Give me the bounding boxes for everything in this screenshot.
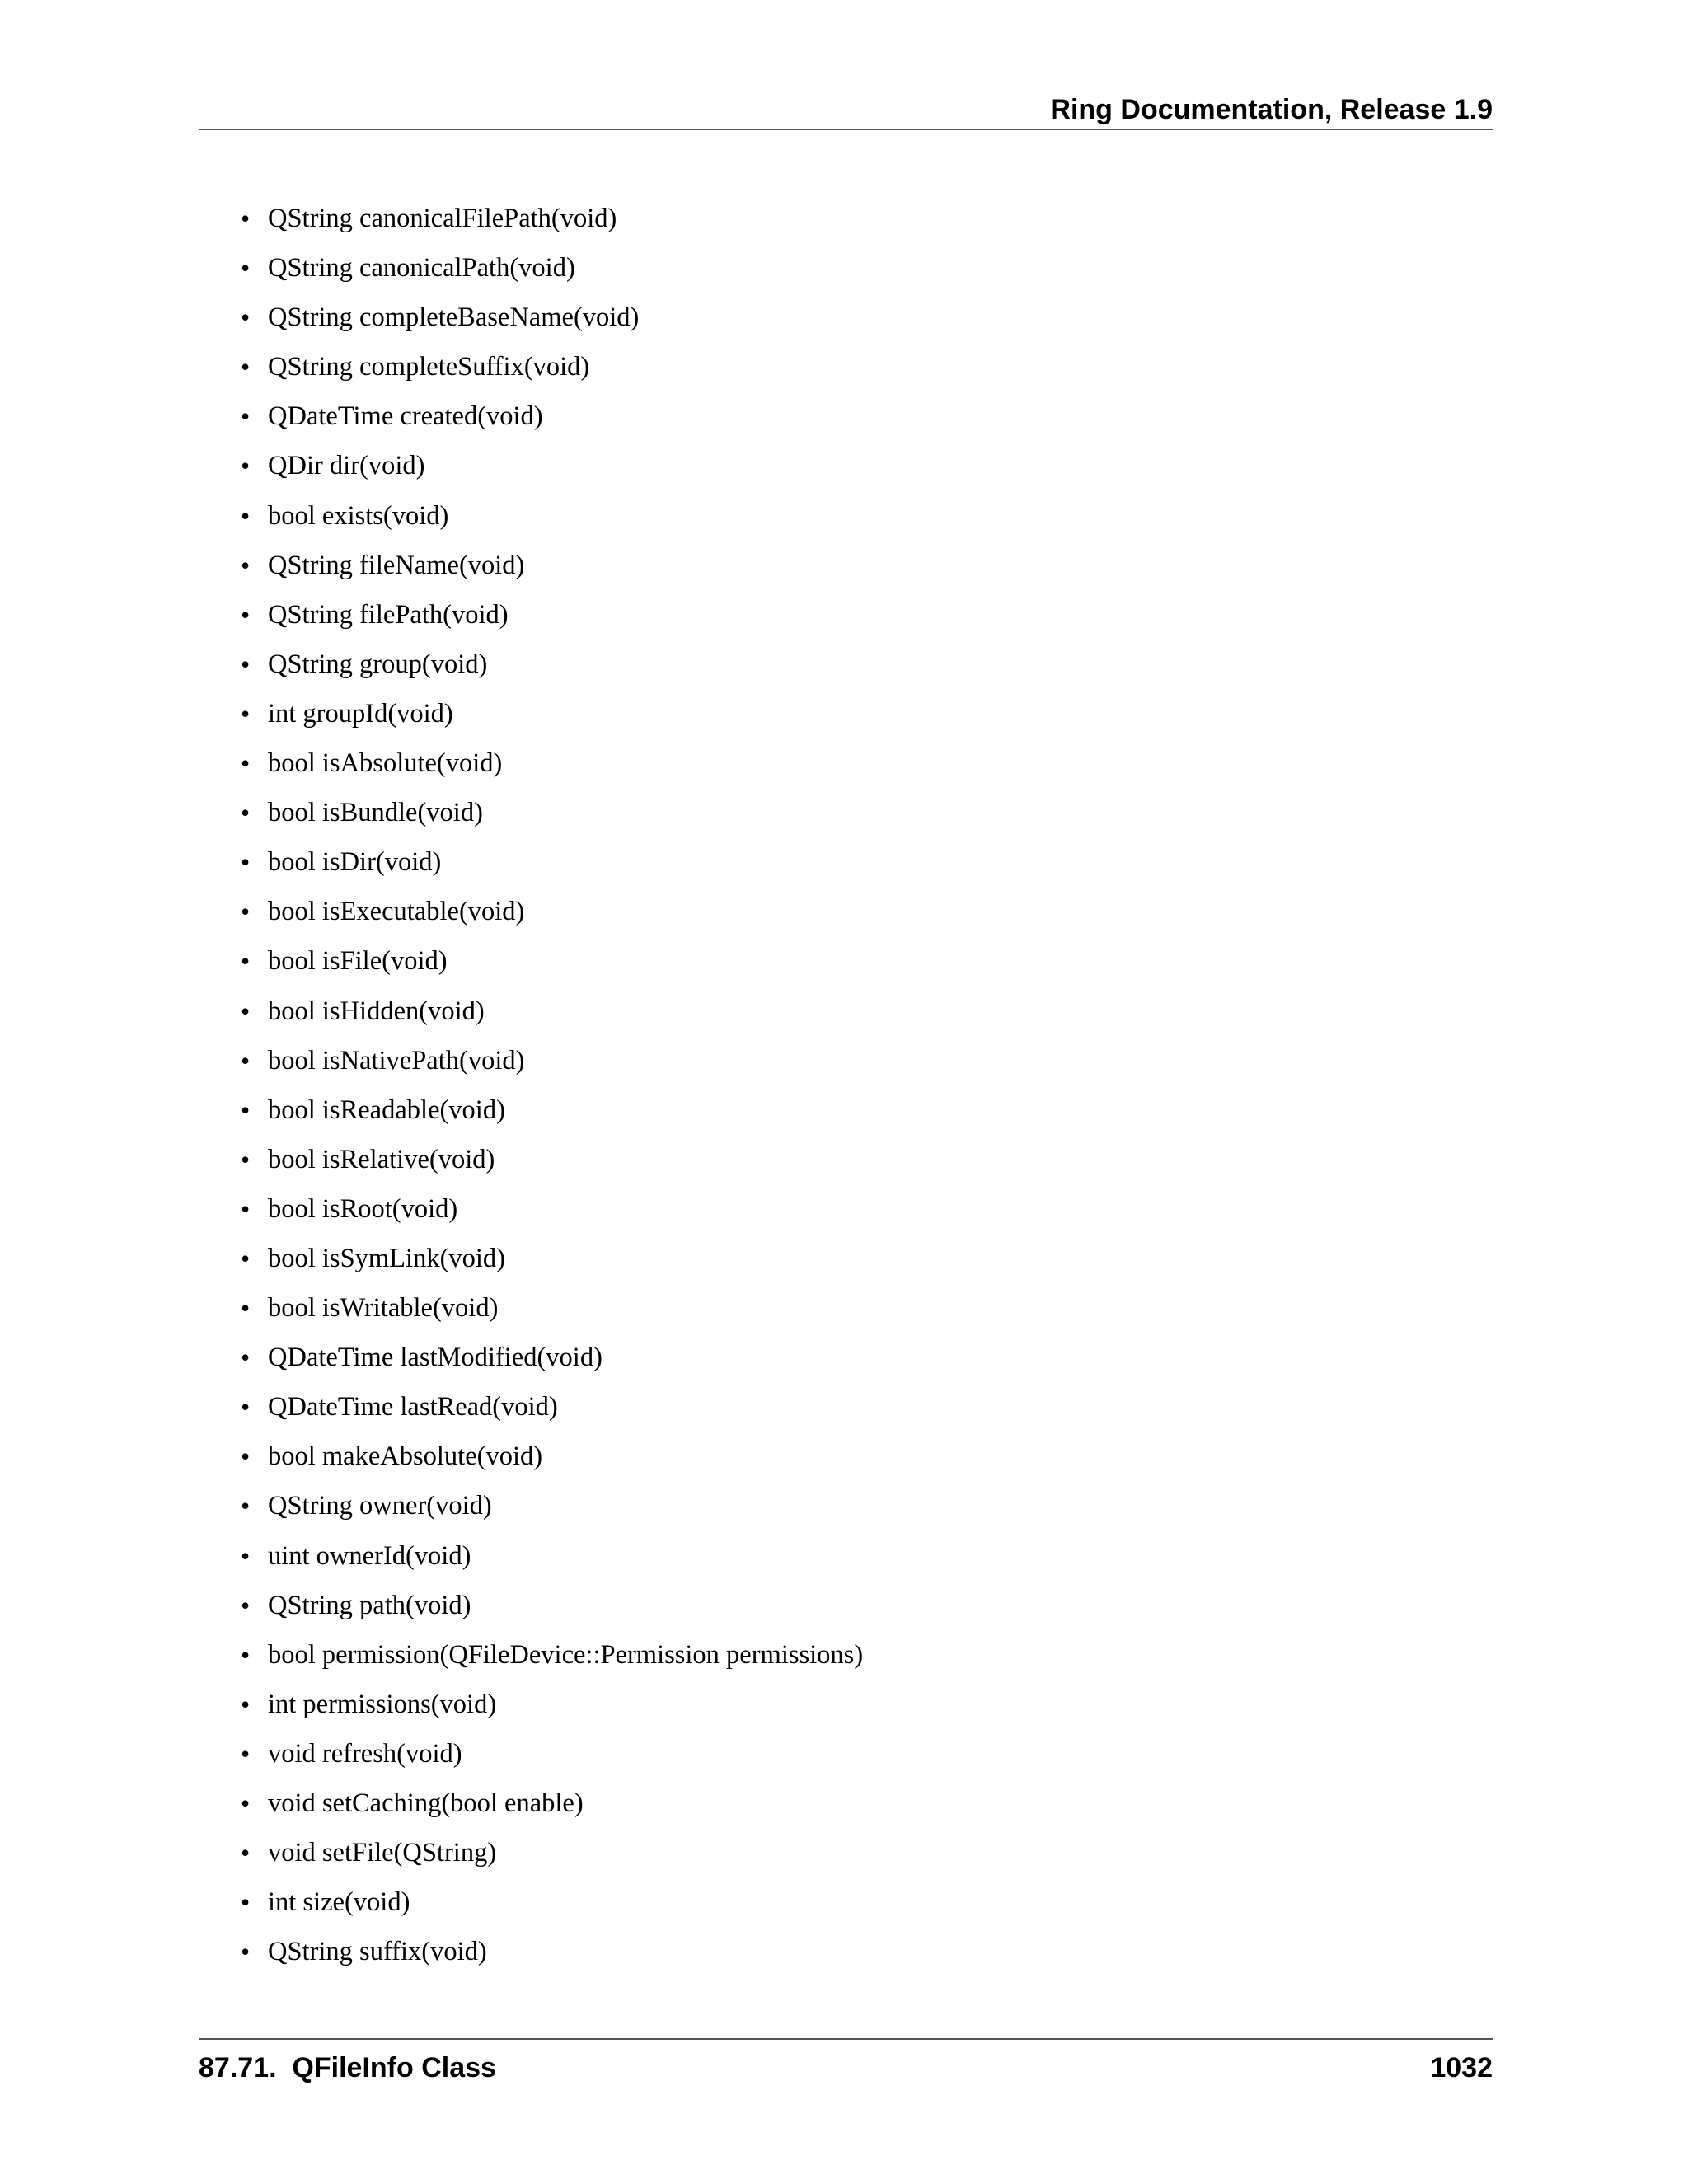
bullet-icon: • xyxy=(241,698,251,729)
method-list-item xyxy=(0,1333,863,1382)
method-signature: bool isBundle(void) xyxy=(268,798,483,828)
method-list-item xyxy=(0,293,863,342)
method-signature: bool isWritable(void) xyxy=(268,1293,499,1324)
method-list-item xyxy=(0,1481,863,1530)
method-signature: QString owner(void) xyxy=(268,1491,492,1521)
method-signature: QString canonicalPath(void) xyxy=(268,253,575,284)
method-signature: QString completeSuffix(void) xyxy=(268,352,590,382)
bullet-icon: • xyxy=(241,1639,251,1670)
bullet-icon: • xyxy=(241,302,251,333)
method-signature: void setCaching(bool enable) xyxy=(268,1788,584,1818)
bullet-icon: • xyxy=(241,1144,251,1174)
method-signature: void refresh(void) xyxy=(268,1738,462,1769)
bullet-icon: • xyxy=(241,599,251,630)
bullet-icon: • xyxy=(241,500,251,531)
method-signature: QString filePath(void) xyxy=(268,599,509,630)
method-signature: bool permission(QFileDevice::Permission permissions) xyxy=(268,1639,864,1670)
method-signature: bool isRelative(void) xyxy=(268,1144,495,1174)
method-signature: QString group(void) xyxy=(268,649,488,679)
method-list-item xyxy=(0,1135,863,1184)
bullet-icon: • xyxy=(241,1094,251,1125)
method-list-item xyxy=(0,1234,863,1283)
bullet-icon: • xyxy=(241,748,251,779)
method-signature: QString suffix(void) xyxy=(268,1937,487,1967)
method-list-item xyxy=(0,1036,863,1085)
method-signature: QDir dir(void) xyxy=(268,451,425,481)
method-list-item xyxy=(0,1382,863,1432)
method-signature: QString fileName(void) xyxy=(268,550,525,580)
method-signature: uint ownerId(void) xyxy=(268,1540,471,1571)
bullet-icon: • xyxy=(241,1738,251,1769)
method-list-item xyxy=(0,1680,863,1729)
method-list-item xyxy=(0,1927,863,1976)
method-signature: bool isHidden(void) xyxy=(268,996,485,1026)
method-list-item xyxy=(0,689,863,738)
bullet-icon: • xyxy=(241,1540,251,1571)
method-list-item xyxy=(0,788,863,837)
bullet-icon: • xyxy=(241,1887,251,1918)
method-list-item xyxy=(0,491,863,541)
method-signature: QString canonicalFilePath(void) xyxy=(268,204,617,233)
method-list-item xyxy=(0,1283,863,1333)
method-signature: bool isRoot(void) xyxy=(268,1193,458,1224)
method-signature: QString path(void) xyxy=(268,1590,471,1620)
bullet-icon: • xyxy=(241,649,251,679)
method-signature: QDateTime lastModified(void) xyxy=(268,1343,603,1373)
bullet-icon: • xyxy=(241,1045,251,1076)
method-signature: bool isNativePath(void) xyxy=(268,1045,525,1076)
bullet-icon: • xyxy=(241,1590,251,1620)
method-list-item xyxy=(0,1531,863,1581)
method-list-item xyxy=(0,243,863,293)
method-list-item xyxy=(0,738,863,788)
bullet-icon: • xyxy=(241,798,251,828)
method-list-item xyxy=(0,1828,863,1877)
bullet-icon: • xyxy=(241,1788,251,1818)
bullet-icon: • xyxy=(241,1392,251,1422)
method-list-item xyxy=(0,640,863,689)
bullet-icon: • xyxy=(241,204,251,233)
method-list-item xyxy=(0,194,863,243)
method-list-item xyxy=(0,342,863,391)
method-list-item xyxy=(0,837,863,887)
section-reference: 87.71. QFileInfo Class xyxy=(199,2052,496,2083)
method-list-item xyxy=(0,936,863,986)
method-signature: QString completeBaseName(void) xyxy=(268,302,640,333)
method-list-item xyxy=(0,541,863,590)
method-list-item xyxy=(0,1729,863,1779)
bullet-icon: • xyxy=(241,253,251,284)
method-list-item xyxy=(0,887,863,936)
method-signature: bool isExecutable(void) xyxy=(268,897,525,927)
method-list-item xyxy=(0,1630,863,1680)
method-signature: int size(void) xyxy=(268,1887,410,1918)
method-list-item xyxy=(0,1432,863,1481)
method-signature: bool isDir(void) xyxy=(268,847,442,878)
method-signature: int groupId(void) xyxy=(268,698,453,729)
bullet-icon: • xyxy=(241,1689,251,1719)
method-list-item xyxy=(0,1779,863,1828)
method-signature: bool exists(void) xyxy=(268,500,449,531)
method-signature: bool isReadable(void) xyxy=(268,1094,505,1125)
method-list-item xyxy=(0,1085,863,1135)
method-list-item xyxy=(0,1877,863,1927)
method-list-item xyxy=(0,1581,863,1630)
method-signature: bool isSymLink(void) xyxy=(268,1243,505,1273)
page-footer xyxy=(199,2038,1493,2096)
bullet-icon: • xyxy=(241,550,251,580)
bullet-icon: • xyxy=(241,1243,251,1273)
bullet-icon: • xyxy=(241,1343,251,1373)
bullet-icon: • xyxy=(241,1193,251,1224)
bullet-icon: • xyxy=(241,1293,251,1324)
document-title: Ring Documentation, Release 1.9 xyxy=(1050,94,1493,125)
method-signature: bool makeAbsolute(void) xyxy=(268,1441,543,1472)
page-number: 1032 xyxy=(1430,2052,1493,2083)
bullet-icon: • xyxy=(241,1441,251,1472)
method-list xyxy=(0,194,863,1976)
method-list-item xyxy=(0,391,863,441)
bullet-icon: • xyxy=(241,847,251,878)
bullet-icon: • xyxy=(241,352,251,382)
method-signature: bool isAbsolute(void) xyxy=(268,748,503,779)
method-signature: QDateTime lastRead(void) xyxy=(268,1392,558,1422)
bullet-icon: • xyxy=(241,451,251,481)
method-list-item xyxy=(0,1184,863,1234)
bullet-icon: • xyxy=(241,897,251,927)
method-signature: QDateTime created(void) xyxy=(268,401,543,432)
method-signature: bool isFile(void) xyxy=(268,946,448,977)
method-list-item xyxy=(0,987,863,1036)
bullet-icon: • xyxy=(241,1491,251,1521)
method-signature: int permissions(void) xyxy=(268,1689,497,1719)
bullet-icon: • xyxy=(241,1937,251,1967)
method-list-item xyxy=(0,590,863,640)
bullet-icon: • xyxy=(241,946,251,977)
bullet-icon: • xyxy=(241,1838,251,1868)
method-signature: void setFile(QString) xyxy=(268,1838,497,1868)
method-list-item xyxy=(0,441,863,490)
bullet-icon: • xyxy=(241,996,251,1026)
bullet-icon: • xyxy=(241,401,251,432)
page-header xyxy=(199,89,1493,130)
